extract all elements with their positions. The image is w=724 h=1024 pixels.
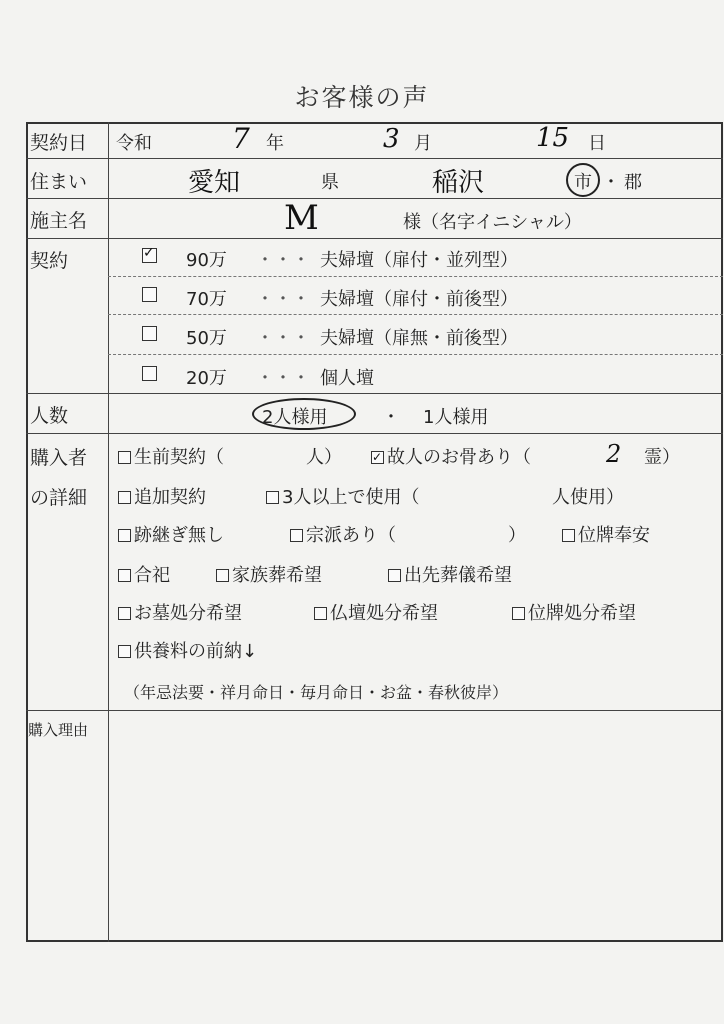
people-separator: ・ (382, 407, 400, 428)
detail-ihai-disposal[interactable] (512, 599, 636, 625)
label-purchase-reason: 購入理由 (28, 721, 89, 739)
checkbox-90[interactable] (142, 245, 157, 263)
label-buyer-detail-2: の詳細 (30, 487, 88, 509)
prefecture-unit: 県 (321, 172, 339, 193)
checkbox-goshi[interactable] (118, 569, 131, 582)
type-50: 夫婦壇（扉無・前後型） (320, 328, 518, 349)
label-address: 住まい (30, 171, 88, 193)
pre-contract-label: 生前契約（ (134, 447, 224, 468)
row-divider (26, 710, 723, 711)
checkbox-no-successor[interactable] (118, 529, 131, 542)
checkbox-sect[interactable] (290, 529, 303, 542)
day-value[interactable]: 15 (536, 123, 570, 153)
offering-note: （年忌法要・祥月命日・毎月命日・お盆・春秋彼岸） (124, 683, 509, 702)
people-option-1[interactable]: 1人様用 (423, 407, 489, 428)
checkbox-20[interactable] (142, 366, 157, 381)
checkbox-50[interactable] (142, 326, 157, 341)
label-client-name: 施主名 (30, 210, 88, 232)
goshi-label: 合祀 (134, 565, 170, 586)
day-unit: 日 (588, 133, 606, 154)
detail-ihai[interactable] (562, 521, 650, 547)
checkbox-offering-prepay[interactable] (118, 645, 131, 658)
sect-close: ） (508, 525, 526, 546)
check-mark-icon: ✓ (372, 450, 383, 464)
detail-additional-contract[interactable] (118, 483, 206, 509)
checkbox-grave-disposal[interactable] (118, 607, 131, 620)
dots-70: ・・・ (256, 289, 310, 310)
detail-offering-prepay[interactable] (118, 637, 257, 663)
label-buyer-detail-1: 購入者 (30, 447, 88, 469)
detail-no-successor[interactable] (118, 521, 224, 547)
row-divider (26, 238, 723, 239)
prefecture-value[interactable]: 愛知 (188, 168, 241, 198)
client-name-suffix: 様（名字イニシャル） (403, 212, 582, 233)
year-unit: 年 (266, 133, 284, 154)
checkbox-visiting-funeral[interactable] (388, 569, 401, 582)
price-90: 90万 (186, 250, 227, 271)
additional-contract-label: 追加契約 (134, 487, 206, 508)
detail-family-funeral[interactable] (216, 561, 322, 587)
label-people: 人数 (30, 405, 69, 427)
deceased-unit: 霊） (644, 447, 680, 468)
three-or-more-label: 3人以上で使用（ (282, 487, 420, 508)
offering-prepay-label: 供養料の前納↓ (134, 641, 258, 662)
type-90: 夫婦壇（扉付・並列型） (320, 250, 518, 271)
dots-50: ・・・ (256, 328, 310, 349)
row-divider (26, 198, 723, 199)
detail-three-or-more[interactable] (266, 483, 419, 509)
client-name-value[interactable]: M (284, 198, 319, 238)
city-value[interactable]: 稲沢 (432, 168, 485, 198)
deceased-bones-label: 故人のお骨あり（ (387, 447, 531, 468)
ihai-label: 位牌奉安 (578, 525, 650, 546)
visiting-funeral-label: 出先葬儀希望 (404, 565, 512, 586)
option-divider (108, 276, 723, 277)
checkbox-three-or-more[interactable] (266, 491, 279, 504)
checkbox-deceased-bones[interactable] (371, 451, 384, 464)
checkbox-70[interactable] (142, 287, 157, 302)
city-option[interactable]: 市 (574, 172, 592, 193)
checkbox-ihai[interactable] (562, 529, 575, 542)
address-separator: ・ (602, 172, 620, 193)
grave-disposal-label: お墓処分希望 (134, 603, 242, 624)
check-mark-icon: ✓ (143, 245, 155, 261)
form-title: お客様の声 (294, 83, 430, 112)
checkbox-altar-disposal[interactable] (314, 607, 327, 620)
altar-disposal-label: 仏壇処分希望 (330, 603, 438, 624)
month-value[interactable]: 3 (383, 124, 400, 154)
label-contract-date: 契約日 (30, 132, 88, 154)
county-option[interactable]: 郡 (624, 172, 642, 193)
detail-visiting-funeral[interactable] (388, 561, 512, 587)
no-successor-label: 跡継ぎ無し (134, 525, 224, 546)
type-70: 夫婦壇（扉付・前後型） (320, 289, 518, 310)
detail-sect[interactable] (290, 521, 396, 547)
option-divider (108, 314, 723, 315)
people-option-2[interactable]: 2人様用 (262, 407, 328, 428)
checkbox-ihai-disposal[interactable] (512, 607, 525, 620)
label-column-divider (108, 122, 109, 942)
price-70: 70万 (186, 289, 227, 310)
checkbox-pre-contract[interactable] (118, 451, 131, 464)
checkbox-additional-contract[interactable] (118, 491, 131, 504)
pre-contract-unit: 人） (306, 447, 342, 468)
year-value[interactable]: 7 (232, 122, 250, 155)
era-label: 令和 (116, 133, 152, 154)
price-50: 50万 (186, 328, 227, 349)
type-20: 個人壇 (320, 368, 374, 389)
deceased-count-value[interactable]: 2 (606, 440, 622, 468)
sect-label: 宗派あり（ (306, 525, 396, 546)
label-contract: 契約 (30, 250, 69, 272)
detail-grave-disposal[interactable] (118, 599, 242, 625)
price-20: 20万 (186, 368, 227, 389)
family-funeral-label: 家族葬希望 (232, 565, 322, 586)
dots-90: ・・・ (256, 250, 310, 271)
three-or-more-unit: 人使用） (552, 487, 624, 508)
detail-goshi[interactable] (118, 561, 170, 587)
purchase-reason-area[interactable] (110, 712, 721, 940)
detail-altar-disposal[interactable] (314, 599, 438, 625)
detail-pre-contract[interactable] (118, 443, 224, 469)
dots-20: ・・・ (256, 368, 310, 389)
row-divider (26, 433, 723, 434)
checkbox-family-funeral[interactable] (216, 569, 229, 582)
ihai-disposal-label: 位牌処分希望 (528, 603, 636, 624)
row-divider (26, 393, 723, 394)
month-unit: 月 (414, 133, 432, 154)
detail-deceased-bones[interactable] (371, 443, 531, 469)
option-divider (108, 354, 723, 355)
row-divider (26, 158, 723, 159)
